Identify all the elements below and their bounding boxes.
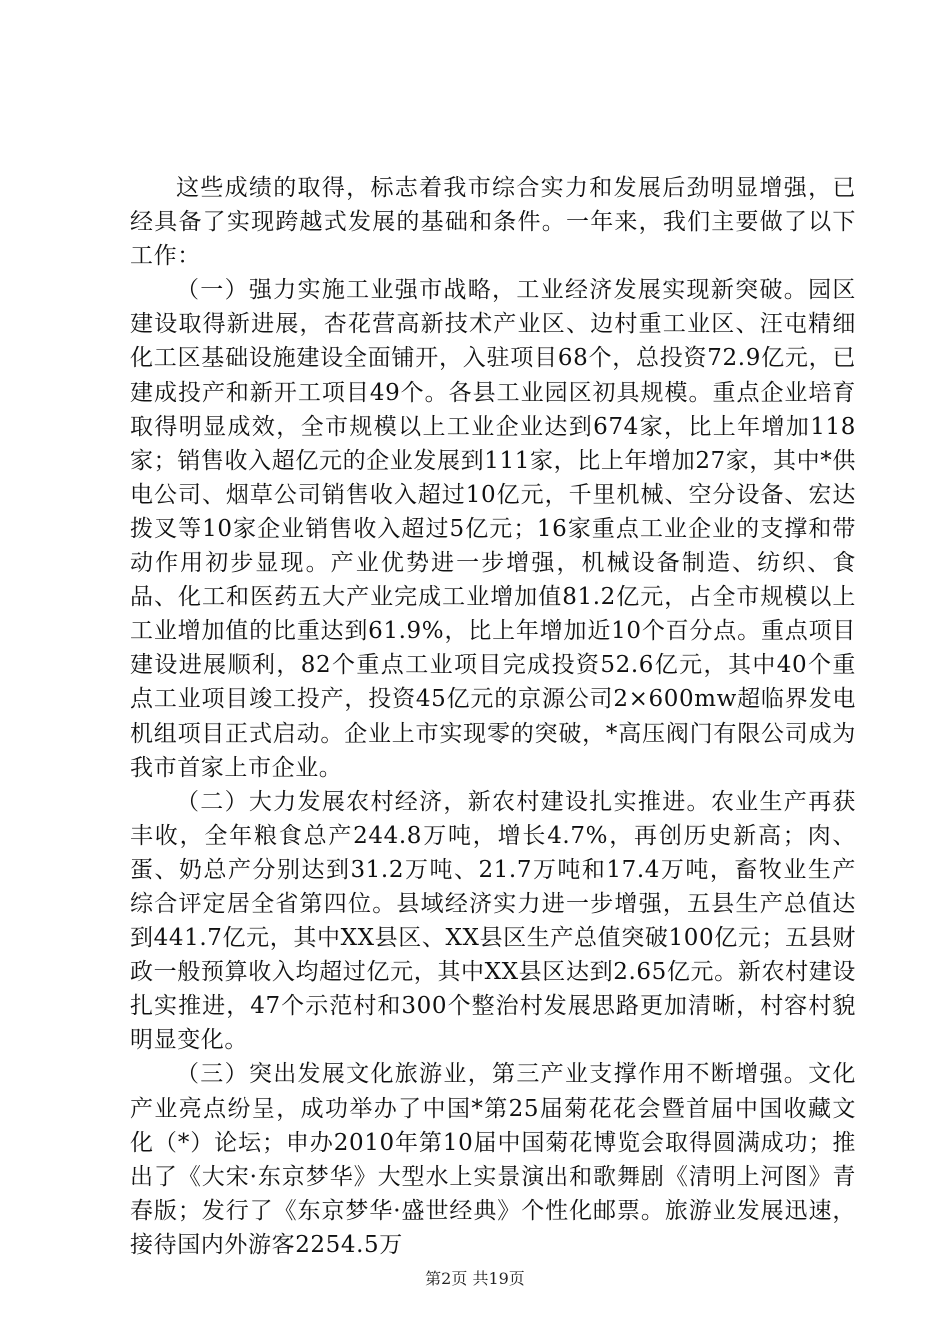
- paragraph-culture-tourism: （三）突出发展文化旅游业，第三产业支撑作用不断增强。文化产业亮点纷呈，成功举办了中国*第25届菊花花会暨首届中国收藏文化（*）论坛；申办2010年第10届中国菊花博览会取得圆满成功；推出了《大宋·东京梦华》大型水上实景演出和歌舞剧《清明上河图》青春版；发行了《东京梦华·盛世经典》个性化邮票。旅游业发展迅速，接待国内外游客2254.5万: [130, 1061, 856, 1258]
- page-number-footer: 第2页 共19页: [425, 1269, 525, 1288]
- paragraph-summary: 这些成绩的取得，标志着我市综合实力和发展后劲明显增强，已经具备了实现跨越式发展的基础和条件。一年来，我们主要做了以下工作：: [130, 175, 856, 270]
- document-body: [130, 171, 856, 1262]
- paragraph-industry: （一）强力实施工业强市战略，工业经济发展实现新突破。园区建设取得新进展，杏花营高新技术产业区、边村重工业区、汪屯精细化工区基础设施建设全面铺开，入驻项目68个，总投资72.9亿元，已建成投产和新开工项目49个。各县工业园区初具规模。重点企业培育取得明显成效，全市规模以上工业企业达到674家，比上年增加118家；销售收入超亿元的企业发展到111家，比上年增加27家，其中*供电公司、烟草公司销售收入超过10亿元，千里机械、空分设备、宏达拨叉等10家企业销售收入超过5亿元；16家重点工业企业的支撑和带动作用初步显现。产业优势进一步增强，机械设备制造、纺织、食品、化工和医药五大产业完成工业增加值81.2亿元，占全市规模以上工业增加值的比重达到61.9%，比上年增加近10个百分点。重点项目建设进展顺利，82个重点工业项目完成投资52.6亿元，其中40个重点工业项目竣工投产，投资45亿元的京源公司2×600mw超临界发电机组项目正式启动。企业上市实现零的突破，*高压阀门有限公司成为我市首家上市企业。: [130, 277, 856, 781]
- paragraph-agriculture: （二）大力发展农村经济，新农村建设扎实推进。农业生产再获丰收，全年粮食总产244.8万吨，增长4.7%，再创历史新高；肉、蛋、奶总产分别达到31.2万吨、21.7万吨和17.4万吨，畜牧业生产综合评定居全省第四位。县域经济实力进一步增强，五县生产总值达到441.7亿元，其中XX县区、XX县区生产总值突破100亿元；五县财政一般预算收入均超过亿元，其中XX县区达到2.65亿元。新农村建设扎实推进，47个示范村和300个整治村发展思路更加清晰，村容村貌明显变化。: [130, 788, 856, 1054]
